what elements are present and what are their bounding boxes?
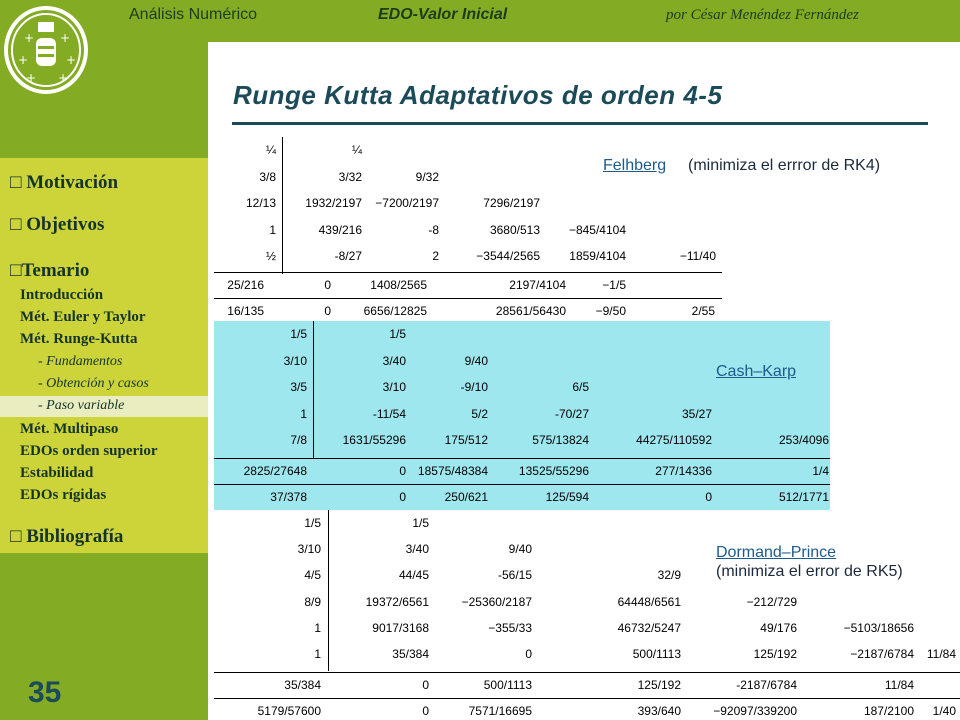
cash_karp-a-cell: 1/5 xyxy=(389,327,406,341)
cash_karp-b-cell: 277/14336 xyxy=(655,463,712,478)
felhberg-a-cell: 1 xyxy=(269,222,276,237)
felhberg-a-cell: 12/13 xyxy=(245,196,276,210)
dormand_prince-b-cell: 35/384 xyxy=(284,678,321,693)
dormand_prince-b-cell: 5179/57600 xyxy=(257,704,321,719)
university-logo xyxy=(2,2,90,100)
dormand_prince-a-cell: 1/5 xyxy=(304,516,321,530)
dormand_prince-a-cell: 32/9 xyxy=(657,568,681,583)
svg-text:+: + xyxy=(24,31,35,45)
checkbox-icon: □ xyxy=(10,214,22,235)
nav-introduccion[interactable]: Introducción xyxy=(20,287,104,303)
dormand_prince-b-cell: −92097/339200 xyxy=(713,704,797,719)
felhberg-b-cell: 28561/56430 xyxy=(495,304,566,318)
cash_karp-b-cell: 37/378 xyxy=(270,490,307,504)
dormand_prince-a-cell: 8/9 xyxy=(304,594,321,609)
dormand_prince-divider-vertical xyxy=(328,510,329,671)
nav-runge-kutta[interactable]: Mét. Runge-Kutta xyxy=(20,331,138,347)
dormand_prince-b-cell: 125/192 xyxy=(637,678,681,693)
dormand-prince-link[interactable]: Dormand–Prince xyxy=(716,544,837,561)
dormand_prince-a-cell: 35/384 xyxy=(392,647,429,661)
felhberg-a-cell: -8 xyxy=(428,222,439,237)
dormand_prince-a-cell: 1 xyxy=(314,620,321,635)
felhberg-b-cell: 1408/2565 xyxy=(370,277,427,292)
open-folder-icon: □ xyxy=(10,260,22,281)
cash_karp-b-cell: 125/594 xyxy=(545,490,589,504)
dormand_prince-a-cell: −25360/2187 xyxy=(461,594,532,609)
felhberg-a-cell: 1859/4104 xyxy=(569,249,626,263)
nav-paso-variable[interactable]: - Paso variable xyxy=(38,398,125,413)
felhberg-link[interactable]: Felhberg xyxy=(603,157,667,174)
felhberg-divider-horizontal xyxy=(214,272,722,273)
dormand_prince-a-cell: 9017/3168 xyxy=(372,620,429,635)
dormand_prince-b-cell: 11/84 xyxy=(884,678,914,693)
felhberg-b-cell: 0 xyxy=(324,277,331,292)
dormand_prince-a-cell: 49/176 xyxy=(760,620,797,635)
felhberg-b-cell: −1/5 xyxy=(602,277,626,292)
dormand_prince-a-cell: 44/45 xyxy=(398,568,429,583)
cash_karp-b-cell: 1/4 xyxy=(812,463,829,478)
cash_karp-a-cell: 44275/110592 xyxy=(636,433,712,447)
dormand_prince-a-cell: 3/40 xyxy=(405,542,429,557)
dormand_prince-a-cell: 1/5 xyxy=(412,516,429,530)
cash_karp-a-cell: 575/13824 xyxy=(532,433,589,447)
svg-text:+: + xyxy=(58,71,69,85)
felhberg-a-cell: −7200/2197 xyxy=(375,196,439,210)
nav-euler-taylor[interactable]: Mét. Euler y Taylor xyxy=(20,309,146,325)
dormand_prince-a-cell: 4/5 xyxy=(304,568,321,583)
cash_karp-a-cell: 7/8 xyxy=(290,433,307,447)
dormand_prince-a-cell: 125/192 xyxy=(753,647,797,661)
header-topic: EDO-Valor Inicial xyxy=(378,6,508,23)
nav-bibliografia[interactable]: □ Bibliografía xyxy=(10,526,124,547)
cash_karp-b-cell: 0 xyxy=(399,463,406,478)
nav-temario[interactable]: □Temario xyxy=(10,260,90,281)
dormand_prince-b-cell: -2187/6784 xyxy=(736,678,797,693)
dormand_prince-a-cell: 500/1113 xyxy=(632,647,681,661)
felhberg-b-cell: 16/135 xyxy=(227,304,264,318)
cash_karp-a-cell: 175/512 xyxy=(444,433,488,447)
cash_karp-b-cell: 250/621 xyxy=(444,490,488,504)
felhberg-b-cell: 6656/12825 xyxy=(363,304,427,318)
dormand_prince-a-cell: −2187/6784 xyxy=(850,647,914,661)
svg-text:+: + xyxy=(60,31,71,45)
cash_karp-a-cell: 3/40 xyxy=(382,353,406,368)
dormand_prince-b-cell: 187/2100 xyxy=(863,704,914,719)
felhberg-a-cell: −3544/2565 xyxy=(476,249,540,263)
dormand_prince-a-cell: 0 xyxy=(525,647,532,661)
svg-text:+: + xyxy=(18,53,29,67)
nav-orden-superior[interactable]: EDOs orden superior xyxy=(20,443,158,459)
dormand_prince-a-cell: -56/15 xyxy=(497,568,532,583)
dormand_prince-b-cell: 1/40 xyxy=(932,704,956,719)
cash_karp-a-cell: 1 xyxy=(300,406,307,421)
cash_karp-a-cell: 3/10 xyxy=(283,353,307,368)
cash_karp-a-cell: 35/27 xyxy=(681,406,712,421)
felhberg-b-cell: 25/216 xyxy=(227,277,264,292)
felhberg-a-cell: -8/27 xyxy=(334,249,362,263)
cash_karp-a-cell: 9/40 xyxy=(464,353,488,368)
dormand_prince-a-cell: −212/729 xyxy=(746,594,797,609)
dormand_prince-a-cell: −355/33 xyxy=(488,620,532,635)
dormand-prince-note: (minimiza el error de RK5) xyxy=(716,563,903,580)
felhberg-divider-horizontal xyxy=(214,298,722,299)
felhberg-a-cell: ½ xyxy=(265,249,276,263)
felhberg-a-cell: −11/40 xyxy=(679,249,716,263)
dormand_prince-a-cell: 3/10 xyxy=(297,542,321,557)
page-title: Runge Kutta Adaptativos de orden 4-5 xyxy=(233,80,723,110)
felhberg-a-cell: 3680/513 xyxy=(489,222,540,237)
cash-karp-link[interactable]: Cash–Karp xyxy=(716,363,797,380)
felhberg-b-cell: 2197/4104 xyxy=(509,277,566,292)
dormand_prince-a-cell: 11/84 xyxy=(926,647,956,661)
cash_karp-a-cell: -11/54 xyxy=(372,406,406,421)
nav-obtencion[interactable]: - Obtención y casos xyxy=(38,376,149,391)
cash_karp-divider-horizontal xyxy=(214,484,830,485)
cash_karp-a-cell: 5/2 xyxy=(471,406,488,421)
felhberg-note: (minimiza el errror de RK4) xyxy=(688,157,881,174)
felhberg-a-cell: 7296/2197 xyxy=(483,196,540,210)
cash_karp-a-cell: -70/27 xyxy=(554,406,589,421)
dormand_prince-divider-horizontal xyxy=(214,698,960,699)
cash_karp-a-cell: 6/5 xyxy=(572,380,589,394)
cash_karp-b-cell: 13525/55296 xyxy=(518,463,589,478)
felhberg-b-cell: −9/50 xyxy=(595,304,626,318)
felhberg-a-cell: ¼ xyxy=(351,143,362,157)
felhberg-a-cell: 3/8 xyxy=(259,169,276,184)
dormand_prince-b-cell: 0 xyxy=(422,704,429,719)
svg-text:+: + xyxy=(26,71,37,85)
page-number: 35 xyxy=(28,676,62,709)
cash_karp-a-cell: 1631/55296 xyxy=(342,433,406,447)
felhberg-a-cell: 2 xyxy=(432,249,439,263)
dormand_prince-a-cell: 9/40 xyxy=(508,542,532,557)
header-course: Análisis Numérico xyxy=(129,6,258,23)
nav-estabilidad[interactable]: Estabilidad xyxy=(20,465,94,481)
felhberg-a-cell: −845/4104 xyxy=(568,222,626,237)
nav-rigidas[interactable]: EDOs rígidas xyxy=(20,487,107,503)
cash_karp-divider-vertical xyxy=(313,321,314,458)
cash_karp-a-cell: -9/10 xyxy=(460,380,488,394)
felhberg-a-cell: 9/32 xyxy=(415,169,439,184)
felhberg-b-cell: 0 xyxy=(324,304,331,318)
felhberg-divider-vertical xyxy=(282,137,283,274)
dormand_prince-a-cell: 64448/6561 xyxy=(617,594,681,609)
svg-text:+: + xyxy=(66,53,77,67)
nav-fundamentos[interactable]: - Fundamentos xyxy=(38,354,123,369)
cash_karp-a-cell: 1/5 xyxy=(290,327,307,341)
nav-objetivos[interactable]: □ Objetivos xyxy=(10,214,105,235)
dormand_prince-a-cell: 46732/5247 xyxy=(617,620,681,635)
dormand_prince-b-cell: 500/1113 xyxy=(483,678,532,693)
dormand_prince-a-cell: 1 xyxy=(314,647,321,661)
cash_karp-b-cell: 2825/27648 xyxy=(243,463,307,478)
cash_karp-a-cell: 3/10 xyxy=(382,380,406,394)
checkbox-icon: □ xyxy=(10,526,22,547)
header-author: por César Menéndez Fernández xyxy=(666,7,859,23)
dormand_prince-b-cell: 0 xyxy=(422,678,429,693)
cash_karp-a-cell: 3/5 xyxy=(290,380,307,394)
felhberg-a-cell: 3/32 xyxy=(338,169,362,184)
cash_karp-a-cell: 253/4096 xyxy=(778,433,829,447)
cash_karp-b-cell: 18575/48384 xyxy=(417,463,488,478)
felhberg-b-cell: 2/55 xyxy=(691,304,715,318)
dormand_prince-divider-horizontal xyxy=(214,672,960,673)
checkbox-icon: □ xyxy=(10,172,22,193)
dormand_prince-b-cell: 7571/16695 xyxy=(468,704,532,719)
felhberg-a-cell: 439/216 xyxy=(318,222,362,237)
cash_karp-b-cell: 0 xyxy=(399,490,406,504)
title-underline xyxy=(232,122,928,125)
dormand_prince-a-cell: −5103/18656 xyxy=(843,620,914,635)
felhberg-a-cell: ¼ xyxy=(265,143,276,157)
nav-motivacion[interactable]: □ Motivación xyxy=(10,172,119,193)
dormand_prince-a-cell: 19372/6561 xyxy=(365,594,429,609)
cash_karp-divider-horizontal xyxy=(214,458,830,459)
nav-multipaso[interactable]: Mét. Multipaso xyxy=(20,421,119,437)
cash_karp-b-cell: 512/1771 xyxy=(778,490,829,504)
dormand_prince-b-cell: 393/640 xyxy=(637,704,681,719)
cash_karp-b-cell: 0 xyxy=(705,490,712,504)
felhberg-a-cell: 1932/2197 xyxy=(305,196,362,210)
